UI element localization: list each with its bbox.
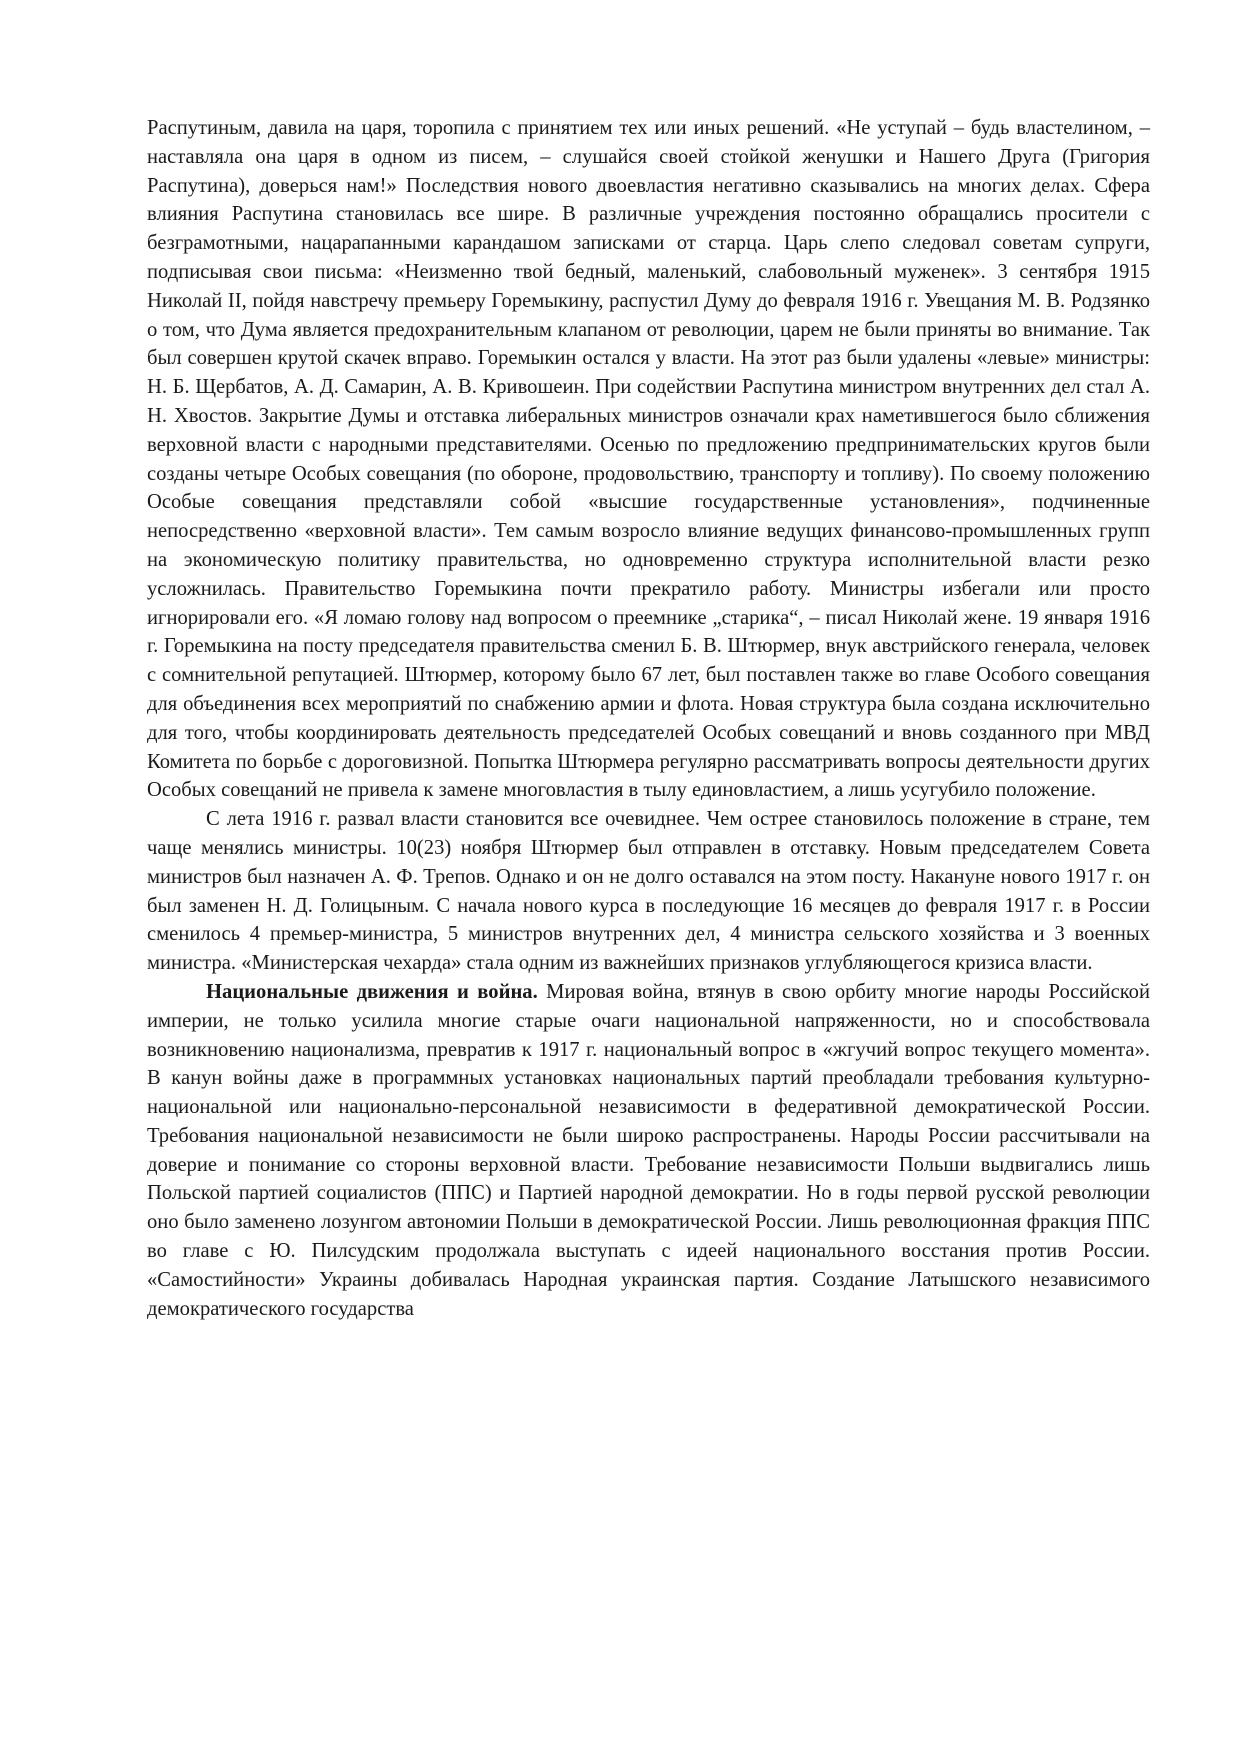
document-page — [147, 114, 1150, 1323]
paragraph-ministerial-leapfrog: С лета 1916 г. развал власти становится все очевиднее. Чем острее становилось положение в стране, тем чаще менялись министры. 10(23) ноября Штюрмер был отправлен в отставку. Новым председателем Совета министров был назначен А. Ф. Трепов. Однако и он не долго оставался на этом посту. Накануне нового 1917 г. он был заменен Н. Д. Голицыным. С начала нового курса в последующие 16 месяцев до февраля 1917 г. в России сменилось 4 премьер-министра, 5 министров внутренних дел, 4 министра сельского хозяйства и 3 военных министра. «Министерская чехарда» стала одним из важнейших признаков углубляющегося кризиса власти. — [147, 808, 1150, 975]
section-heading-national-movements: Национальные движения и война. — [206, 980, 538, 1003]
paragraph-rasputin: Распутиным, давила на царя, торопила с принятием тех или иных решений. «Не уступай – будь властелином, – наставляла она царя в одном из писем, – слушайся своей стойкой женушки и Нашего Друга (Григория Распутина), доверься нам!» Последствия нового двоевластия негативно сказывались на многих делах. Сфера влияния Распутина становилась все шире. В различные учреждения постоянно обращались просители с безграмотными, нацарапанными карандашом записками от старца. Царь слепо следовал советам супруги, подписывая свои письма: «Неизменно твой бедный, маленький, слабовольный муженек». 3 сентября 1915 Николай II, пойдя навстречу премьеру Горемыкину, распустил Думу до февраля 1916 г. Увещания М. В. Родзянко о том, что Дума является предохранительным клапаном от революции, царем не были приняты во внимание. Так был совершен крутой скачек вправо. Горемыкин остался у власти. На этот раз были удалены «левые» министры: Н. Б. Щербатов, А. Д. Самарин, А. В. Кривошеин. При содействии Распутина министром внутренних дел стал А. Н. Хвостов. Закрытие Думы и отставка либеральных министров означали крах наметившегося было сближения верховной власти с народными представителями. Осенью по предложению предпринимательских кругов были созданы четыре Особых совещания (по обороне, продовольствию, транспорту и топливу). По своему положению Особые совещания представляли собой «высшие государственные установления», подчиненные непосредственно «верховной власти». Тем самым возросло влияние ведущих финансово-промышленных групп на экономическую политику правительства, но одновременно структура исполнительной власти резко усложнилась. Правительство Горемыкина почти прекратило работу. Министры избегали или просто игнорировали его. «Я ломаю голову над вопросом о преемнике „старика“, – писал Николай жене. 19 января 1916 г. Горемыкина на посту председателя правительства сменил Б. В. Штюрмер, внук австрийского генерала, человек с сомнительной репутацией. Штюрмер, которому было 67 лет, был поставлен также во главе Особого совещания для объединения всех мероприятий по снабжению армии и флота. Новая структура была создана исключительно для того, чтобы координировать деятельность председателей Особых совещаний и вновь созданного при МВД Комитета по борьбе с дороговизной. Попытка Штюрмера регулярно рассматривать вопросы деятельности других Особых совещаний не привела к замене многовластия в тылу единовластием, а лишь усугубило положение. — [147, 117, 1150, 802]
paragraph-national-movements — [147, 978, 1150, 1324]
paragraph-national-movements-body: Мировая война, втянув в свою орбиту многие народы Российской империи, не только усилила многие старые очаги национальной напряженности, но и способствовала возникновению национализма, превратив к 1917 г. национальный вопрос в «жгучий вопрос текущего момента». В канун войны даже в программных установках национальных партий преобладали требования культурно-национальной или национально-персональной независимости в федеративной демократической России. Требования национальной независимости не были широко распространены. Народы России рассчитывали на доверие и понимание со стороны верховной власти. Требование независимости Польши выдвигались лишь Польской партией социалистов (ППС) и Партией народной демократии. Но в годы первой русской революции оно было заменено лозунгом автономии Польши в демократической России. Лишь революционная фракция ППС во главе с Ю. Пилсудским продолжала выступать с идеей национального восстания против России. «Самостийности» Украины добивалась Народная украинская партия. Создание Латышского независимого демократического государства — [147, 980, 1150, 1320]
